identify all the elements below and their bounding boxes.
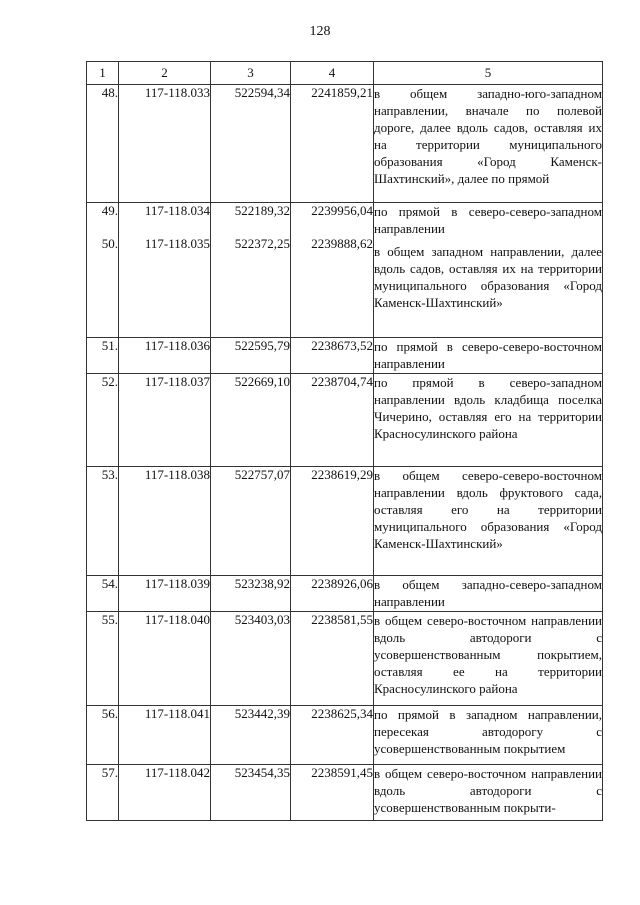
direction-description: в общем западном направлении, далее вдоль садов, оставляя их на территории муниципального образования «Город Каменск-Шахтинский» [374,244,602,310]
coord-x: 522595,79 [211,338,291,374]
coord-x: 522372,25 [234,236,290,251]
table-row [87,85,603,203]
row-number: 48. [87,85,119,203]
coord-y: 2238619,29 [291,467,374,576]
row-number: 53. [87,467,119,576]
coord-x: 523238,92 [211,576,291,612]
table-row [87,374,603,467]
point-code: 117-118.042 [119,765,211,821]
coord-y [291,203,374,338]
coord-y: 2238704,74 [291,374,374,467]
header-col-5: 5 [374,62,603,85]
coord-x: 523454,35 [211,765,291,821]
coord-x: 522594,34 [211,85,291,203]
direction-description: в общем северо-северо-восточном направлении вдоль фруктового сада, оставляя его на территории муниципального образования «Город Каменск-Шахтинский» [374,467,603,576]
header-col-1: 1 [87,62,119,85]
direction-description [374,203,603,338]
table-row [87,338,603,374]
coord-y: 2238673,52 [291,338,374,374]
row-number: 54. [87,576,119,612]
coord-x [211,203,291,338]
point-code: 117-118.034 [144,203,210,218]
point-code: 117-118.037 [119,374,211,467]
coord-y: 2239956,04 [311,203,373,218]
direction-description: в общем северо-восточном направлении вдоль автодороги с усовершенствованным покрыти- [374,765,603,821]
table-row [87,765,603,821]
header-col-4: 4 [291,62,374,85]
direction-description: по прямой в северо-северо-западном направлении [374,204,602,236]
table-header-row [87,62,603,85]
header-col-2: 2 [119,62,211,85]
direction-description: в общем западно-северо-западном направлении [374,576,603,612]
header-col-3: 3 [211,62,291,85]
point-code: 117-118.039 [119,576,211,612]
row-number: 57. [87,765,119,821]
page-number: 128 [309,24,331,39]
row-number: 49. [101,203,118,218]
coord-y: 2238926,06 [291,576,374,612]
point-code: 117-118.033 [119,85,211,203]
coord-y: 2238591,45 [291,765,374,821]
point-code: 117-118.040 [119,612,211,706]
table-row [87,612,603,706]
direction-description: в общем северо-восточном направлении вдоль автодороги с усовершенствованным покрытием, оставляя ее на территории Красносулинского района [374,612,603,706]
point-code [119,203,211,338]
table-row [87,706,603,765]
table-row [87,467,603,576]
coord-y: 2239888,62 [311,236,373,251]
coord-x: 522757,07 [211,467,291,576]
coord-y: 2238581,55 [291,612,374,706]
coord-x: 522189,32 [234,203,290,218]
point-code: 117-118.036 [119,338,211,374]
row-number [87,203,119,338]
point-code: 117-118.035 [144,236,210,251]
direction-description: по прямой в западном направлении, пересекая автодорогу с усовершенствованным покрытием [374,706,603,765]
row-number: 55. [87,612,119,706]
row-number: 52. [87,374,119,467]
coord-y: 2238625,34 [291,706,374,765]
point-code: 117-118.038 [119,467,211,576]
coord-y: 2241859,21 [291,85,374,203]
table-row [87,576,603,612]
coord-x: 522669,10 [211,374,291,467]
direction-description: по прямой в северо-западном направлении вдоль кладбища поселка Чичерино, оставляя его на территории Красносулинского района [374,374,603,467]
point-code: 117-118.041 [119,706,211,765]
row-number: 56. [87,706,119,765]
row-number: 51. [87,338,119,374]
direction-description: в общем западно-юго-западном направлении, вначале по полевой дороге, далее вдоль садов, оставляя их на территории муниципального образования «Город Каменск-Шахтинский», далее по прямой [374,85,603,203]
coord-x: 523403,03 [211,612,291,706]
row-number: 50. [101,236,118,251]
coord-x: 523442,39 [211,706,291,765]
boundary-points-table [86,61,603,821]
table-row [87,203,603,338]
direction-description: по прямой в северо-северо-восточном направлении [374,338,603,374]
